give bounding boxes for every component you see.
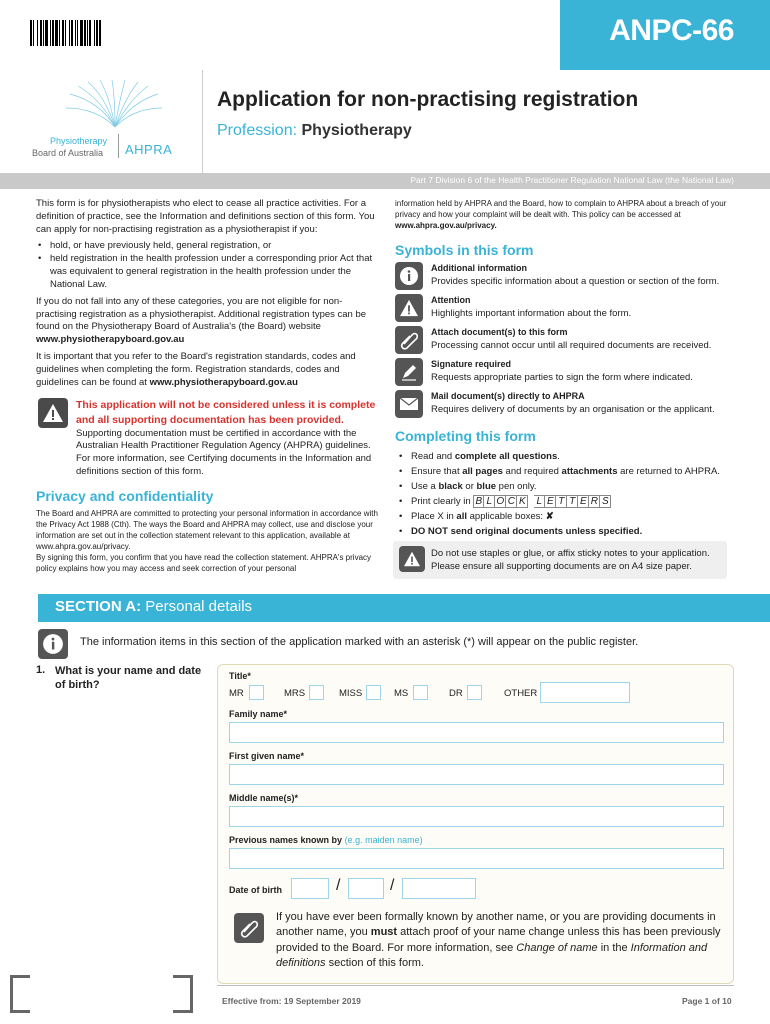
attention-icon (38, 398, 68, 428)
envelope-icon (395, 390, 423, 418)
first-name-field[interactable] (229, 764, 724, 785)
x-mark-icon: ✘ (545, 511, 554, 522)
name-form: Title* MR MRS MISS MS DR OTHER Family name* First given name* Middle name(s)* Previous names known by (e.g. maiden name) Date of birth / / (217, 664, 734, 984)
form-code-band (560, 0, 770, 70)
barcode (30, 20, 162, 46)
privacy-continued: information held by AHPRA and the Board, how to complain to AHPRA about a breach of your privacy and how your complaint will be dealt with. This policy can be accessed at www.ahpra.gov.au/privacy. (395, 199, 727, 231)
block-letter-box: C (506, 495, 517, 508)
block-letter-box: L (484, 495, 495, 508)
logo-ahpra: AHPRA (125, 142, 173, 157)
attention-icon (395, 294, 423, 322)
block-letters-example (473, 495, 611, 508)
form-code: ANPC-66 (609, 14, 734, 47)
section-a-header: SECTION A: Personal details (38, 594, 770, 622)
pen-icon (395, 358, 423, 386)
title-other-field[interactable] (540, 682, 630, 703)
title-mrs-checkbox[interactable] (309, 685, 324, 700)
dob-month-field[interactable] (348, 878, 384, 899)
block-letter-box: K (517, 495, 528, 508)
question-text: What is your name and date of birth? (55, 665, 202, 692)
privacy-heading: Privacy and confidentiality (36, 488, 214, 504)
block-letter-box: B (473, 495, 484, 508)
info-icon (38, 629, 68, 659)
title-ms-checkbox[interactable] (413, 685, 428, 700)
symbols-list: Additional information Provides specific information about a question or section of the form. Attention Highlights important information about the form. Attach document(s) to this form Processing cannot occur until all required documents are received. Signature required Requests appropriate parties to sign the form where indicated. Mail document(s) directly to AHPRA Requires delivery of documents by an organisation or the applicant. (395, 262, 735, 422)
title-mr-checkbox[interactable] (249, 685, 264, 700)
profession: Profession: Physiotherapy (217, 122, 412, 139)
scan-bracket-left (10, 975, 30, 1013)
paperclip-icon (395, 326, 423, 354)
title-dr-checkbox[interactable] (467, 685, 482, 700)
family-name-field[interactable] (229, 722, 724, 743)
block-letter-box: S (600, 495, 611, 508)
block-letter-box: E (545, 495, 556, 508)
logo-line2: Board of Australia (32, 148, 104, 158)
block-letter-box: T (556, 495, 567, 508)
paperclip-icon (234, 913, 264, 943)
page-title: Application for non-practising registration (217, 88, 639, 111)
board-website-link[interactable]: www.physiotherapyboard.gov.au (149, 376, 298, 388)
previous-names-field[interactable] (229, 848, 724, 869)
intro-bullet: • hold, or have previously held, general registration, or (36, 240, 378, 253)
block-letter-box: R (589, 495, 600, 508)
attention-icon (399, 546, 425, 572)
intro-bullet: • held registration in the health profession under a corresponding prior Act that was equivalent to general registration in the health profession under the National Law. (36, 253, 378, 291)
info-icon (395, 262, 423, 290)
intro-p1: This form is for physiotherapists who elect to cease all practice activities. For a definition of practice, see the Information and definitions section of this form. You can apply for non-practising registration as a physiotherapist if you: (36, 198, 375, 235)
dob-day-field[interactable] (291, 878, 329, 899)
block-letter-box: L (534, 495, 545, 508)
warning-text: This application will not be considered unless it is complete and all supporting documentation has been provided. Supporting documentation must be certified in accordance with the Australian Health Practitioner Regulation Agency (AHPRA) guidelines. For more information, see Certifying documents in the Information and definitions section of this form. (76, 399, 376, 478)
legal-reference-bar: Part 7 Division 6 of the Health Practitioner Regulation National Law (the National Law) (0, 173, 770, 189)
title-miss-checkbox[interactable] (366, 685, 381, 700)
privacy-text: The Board and AHPRA are committed to protecting your personal information in accordance with the Privacy Act 1988 (Cth). The ways the Board and AHPRA may collect, use and disclose your information are set out in the collection statement relevant to this application, available at www.ahpra.gov.au/privacy. By signing this form, you confirm that you have read the collection statement. AHPRA's privacy policy explains how you may access and seek correction of your personal (36, 509, 378, 574)
staples-note: Do not use staples or glue, or affix sticky notes to your application. Please ensure all supporting documents are on A4 size paper. (393, 541, 727, 579)
public-register-info: The information items in this section of the application marked with an asterisk (*) will appear on the public register. (80, 636, 639, 648)
barcode-bar (99, 20, 101, 46)
privacy-link[interactable]: www.ahpra.gov.au/privacy. (395, 221, 497, 231)
middle-name-field[interactable] (229, 806, 724, 827)
board-logo (30, 72, 190, 172)
logo-line1: Physiotherapy (50, 136, 108, 146)
symbols-heading: Symbols in this form (395, 242, 534, 258)
completing-heading: Completing this form (395, 428, 536, 444)
name-change-note: If you have ever been formally known by another name, or you are providing documents in another name, you must attach proof of your name change unless this has been previously provided to the Board. For more information, see Change of name in the Information and definitions section of this form. (276, 911, 721, 970)
completing-list: • Read and complete all questions. • Ensure that all pages and required attachments are returned to AHPRA. • Use a black or blue pen only. • Print clearly in B L O C K L E T T E R S • Place X in all applicable boxes: ✘ • DO NOT send original documents unless specified. (397, 449, 733, 539)
block-letter-box: T (567, 495, 578, 508)
question-number: 1. (36, 664, 46, 676)
block-letter-box: O (495, 495, 506, 508)
block-letter-box: E (578, 495, 589, 508)
board-website-link[interactable]: www.physiotherapyboard.gov.au (36, 334, 185, 346)
dob-year-field[interactable] (402, 878, 476, 899)
scan-bracket-right (173, 975, 193, 1013)
page-number: Page 1 of 10 (682, 996, 732, 1006)
intro-column: This form is for physiotherapists who elect to cease all practice activities. For a definition of practice, see the Information and definitions section of this form. You can apply for non-practising registration as a physiotherapist if you: • hold, or have previously held, general registration, or • held registration in the health profession under a corresponding prior Act that was equivalent to general registration in the health profession under the National Law. If you do not fall into any of these categories, you are not eligible for non-practising registration as a physiotherapist. Additional registration types can be found on the Physiotherapy Board of Australia's (the Board) website www.physiotherapyboard.gov.au It is important that you refer to the Board's registration standards, codes and guidelines when completing the form. Registration standards, codes and guidelines can be found at www.physiotherapyboard.gov.au (36, 198, 378, 393)
effective-date: Effective from: 19 September 2019 (222, 996, 361, 1006)
